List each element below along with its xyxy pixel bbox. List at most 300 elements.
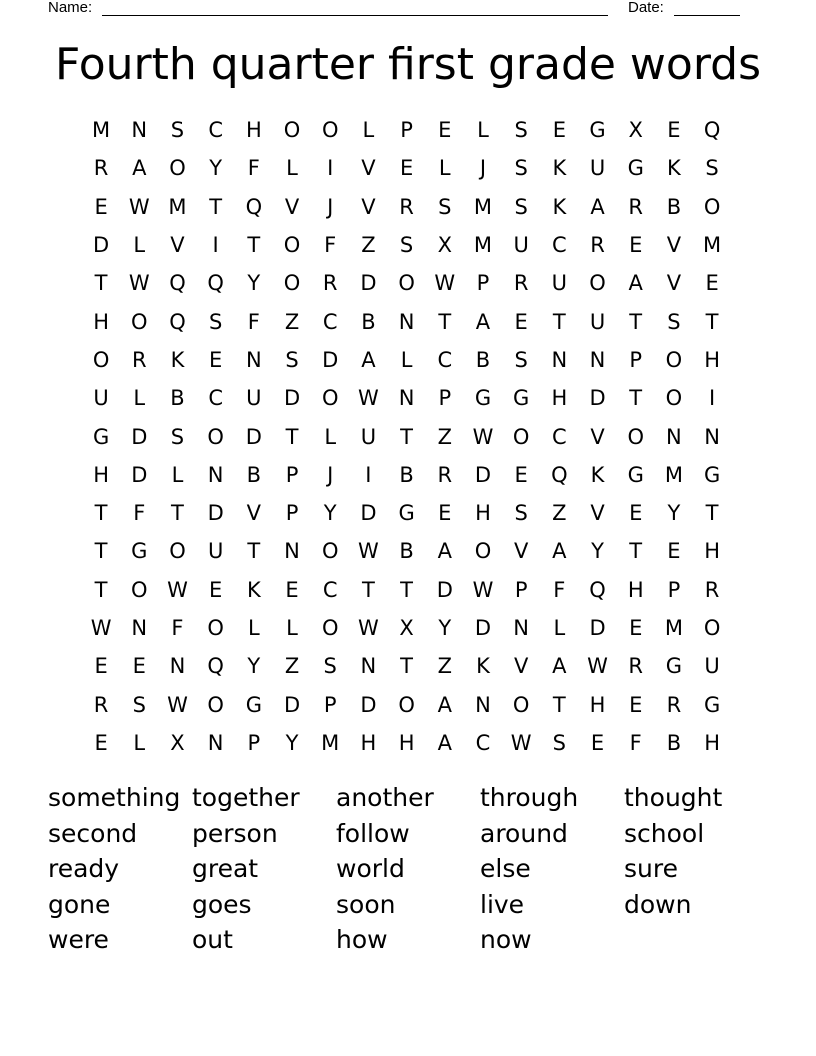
grid-letter: T	[705, 501, 719, 526]
grid-letter: F	[247, 309, 260, 334]
grid-letter: F	[171, 616, 184, 640]
grid-letter: K	[476, 654, 490, 679]
grid-letter: O	[207, 424, 224, 449]
grid-letter: P	[476, 271, 490, 296]
grid-letter: O	[131, 309, 148, 334]
grid-letter: G	[245, 692, 262, 717]
grid-letter: H	[589, 692, 606, 717]
grid-letter: G	[398, 501, 415, 526]
grid-letter: O	[589, 271, 606, 296]
grid-letter: W	[358, 539, 379, 564]
grid-letter: M	[703, 233, 722, 258]
grid-letter: T	[552, 692, 566, 717]
grid-letter: W	[587, 654, 608, 679]
grid-letter: U	[551, 271, 568, 296]
grid-letter: O	[283, 118, 301, 143]
grid-letter: Q	[169, 309, 186, 334]
grid-letter: R	[666, 692, 682, 717]
grid-letter: N	[131, 616, 148, 640]
grid-letter: N	[360, 654, 377, 679]
date-blank-line	[674, 15, 740, 16]
grid-letter: D	[283, 692, 301, 717]
grid-letter: L	[133, 730, 146, 755]
grid-letter: V	[170, 233, 185, 258]
grid-letter: T	[285, 424, 299, 449]
grid-letter: I	[327, 156, 334, 181]
grid-letter: S	[667, 309, 681, 334]
grid-letter: K	[552, 156, 567, 181]
grid-letter: S	[285, 347, 299, 372]
grid-letter: K	[590, 462, 605, 487]
grid-letter: E	[552, 118, 566, 143]
word-list-item: goes	[192, 889, 252, 919]
grid-letter: A	[437, 730, 452, 755]
grid-letter: T	[247, 233, 261, 258]
grid-letter: V	[361, 194, 376, 219]
word-list-item: were	[48, 925, 109, 955]
grid-letter: S	[705, 156, 719, 181]
date-label: Date:	[628, 0, 664, 16]
grid-letter: L	[133, 386, 146, 411]
word-list-item: down	[624, 889, 692, 919]
grid-letter: O	[92, 347, 110, 372]
grid-letter: Y	[247, 654, 261, 679]
grid-letter: R	[93, 156, 109, 181]
grid-letter: T	[705, 309, 719, 334]
grid-letter: O	[283, 233, 301, 258]
grid-letter: J	[327, 194, 334, 219]
grid-letter: I	[365, 462, 372, 487]
grid-letter: V	[513, 654, 529, 679]
grid-letter: G	[703, 462, 721, 487]
word-list-item: second	[48, 818, 138, 848]
grid-letter: B	[361, 309, 376, 334]
grid-letter: T	[94, 501, 108, 526]
grid-letter: U	[207, 539, 224, 564]
grid-letter: D	[207, 501, 224, 526]
grid-letter: O	[321, 539, 339, 564]
grid-letter: E	[94, 654, 108, 679]
grid-letter: D	[360, 692, 377, 717]
grid-letter: E	[399, 156, 414, 181]
grid-letter: G	[627, 156, 644, 181]
grid-letter: E	[438, 501, 452, 526]
grid-letter: N	[245, 347, 262, 372]
grid-letter: D	[436, 577, 453, 602]
word-list-item: ready	[48, 854, 120, 884]
grid-letter: G	[627, 462, 644, 487]
grid-letter: E	[590, 730, 605, 755]
grid-letter: W	[510, 730, 532, 755]
grid-letter: N	[398, 386, 415, 411]
grid-letter: L	[324, 424, 337, 449]
grid-letter: A	[361, 347, 376, 372]
grid-letter: T	[400, 654, 413, 679]
grid-letter: V	[246, 501, 262, 526]
grid-letter: K	[667, 156, 681, 181]
grid-letter: S	[323, 654, 337, 679]
grid-letter: D	[245, 424, 262, 449]
grid-letter: B	[475, 347, 491, 372]
grid-letter: G	[474, 386, 492, 411]
grid-letter: O	[207, 616, 224, 640]
word-list-item: soon	[336, 889, 396, 919]
grid-letter: V	[590, 501, 605, 526]
grid-letter: R	[437, 462, 453, 487]
grid-letter: D	[360, 501, 377, 526]
grid-letter: I	[708, 386, 716, 411]
grid-letter: C	[437, 347, 453, 372]
grid-letter: C	[552, 424, 567, 449]
grid-letter: Z	[437, 424, 452, 449]
grid-letter: Q	[703, 118, 721, 143]
word-list-item: else	[480, 854, 531, 884]
grid-letter: A	[552, 539, 567, 564]
grid-letter: A	[475, 309, 491, 334]
grid-letter: Z	[552, 501, 567, 526]
grid-letter: D	[283, 386, 301, 411]
grid-letter: W	[167, 692, 188, 717]
grid-letter: O	[512, 424, 530, 449]
word-list-item: out	[192, 925, 233, 955]
grid-letter: L	[171, 462, 184, 487]
grid-letter: W	[472, 424, 494, 449]
grid-letter: V	[666, 233, 682, 258]
grid-letter: A	[552, 654, 567, 679]
grid-letter: V	[513, 539, 529, 564]
grid-letter: O	[398, 692, 415, 717]
word-list-item: together	[192, 783, 300, 812]
word-list-item: school	[624, 818, 705, 848]
grid-letter: N	[551, 347, 568, 372]
grid-letter: W	[167, 577, 188, 602]
grid-letter: O	[627, 424, 644, 449]
grid-letter: E	[629, 501, 643, 526]
grid-letter: B	[666, 730, 682, 755]
grid-letter: Y	[323, 501, 337, 526]
grid-letter: S	[514, 156, 528, 181]
grid-letter: L	[286, 616, 298, 640]
grid-letter: O	[512, 692, 530, 717]
grid-letter: N	[666, 424, 682, 449]
grid-letter: U	[704, 654, 720, 679]
grid-letter: U	[589, 156, 606, 181]
grid-letter: T	[94, 539, 108, 564]
grid-letter: E	[285, 577, 299, 602]
grid-letter: R	[628, 194, 644, 219]
grid-letter: M	[168, 194, 187, 219]
grid-letter: A	[437, 692, 452, 717]
grid-letter: F	[553, 577, 566, 602]
grid-letter: O	[321, 616, 339, 640]
grid-letter: C	[208, 118, 223, 143]
header	[48, 0, 740, 18]
grid-letter: K	[246, 577, 261, 602]
grid-letter: O	[283, 271, 301, 296]
grid-letter: D	[589, 616, 606, 640]
grid-letter: W	[90, 616, 112, 640]
grid-letter: O	[169, 156, 186, 181]
grid-letter: O	[321, 386, 339, 411]
grid-letter: S	[514, 501, 528, 526]
grid-letter: R	[399, 194, 414, 219]
grid-letter: W	[434, 271, 456, 296]
word-list-item: follow	[336, 818, 410, 848]
page-title: Fourth quarter first grade words	[54, 39, 762, 90]
letter-grid	[82, 111, 732, 762]
grid-letter: B	[399, 539, 414, 564]
grid-letter: K	[552, 194, 567, 219]
grid-letter: T	[171, 501, 184, 526]
grid-letter: R	[93, 692, 109, 717]
grid-letter: C	[475, 730, 491, 755]
word-list	[48, 781, 768, 959]
grid-letter: A	[628, 271, 643, 296]
grid-letter: E	[209, 577, 223, 602]
grid-letter: M	[92, 118, 111, 143]
grid-letter: G	[513, 386, 530, 411]
grid-letter: N	[169, 654, 186, 679]
grid-letter: P	[285, 501, 299, 526]
grid-letter: Y	[285, 730, 299, 755]
grid-letter: T	[361, 577, 375, 602]
grid-letter: X	[399, 616, 414, 640]
grid-letter: E	[667, 539, 681, 564]
grid-letter: R	[704, 577, 720, 602]
grid-letter: S	[514, 194, 528, 219]
grid-letter: N	[131, 118, 148, 143]
grid-letter: S	[514, 347, 528, 372]
grid-letter: Q	[169, 271, 186, 296]
word-list-item: live	[480, 889, 525, 919]
word-list-item: sure	[624, 854, 678, 884]
grid-letter: E	[629, 233, 643, 258]
grid-letter: E	[629, 616, 643, 640]
grid-letter: S	[208, 309, 223, 334]
grid-letter: M	[473, 233, 493, 258]
grid-letter: S	[132, 692, 146, 717]
grid-letter: W	[472, 577, 494, 602]
word-list-item: world	[336, 854, 405, 884]
grid-letter: O	[207, 692, 224, 717]
word-list-item: around	[480, 818, 568, 848]
grid-letter: W	[128, 271, 150, 296]
grid-letter: Z	[284, 309, 300, 334]
grid-letter: G	[131, 539, 148, 564]
grid-letter: A	[590, 194, 605, 219]
grid-letter: A	[437, 539, 452, 564]
word-list-item: another	[336, 783, 434, 812]
grid-letter: J	[479, 156, 487, 181]
grid-letter: T	[400, 577, 413, 602]
grid-letter: E	[667, 118, 681, 143]
grid-letter: T	[247, 539, 261, 564]
grid-letter: T	[629, 386, 643, 411]
grid-letter: L	[133, 233, 146, 258]
grid-letter: U	[360, 424, 377, 449]
grid-letter: E	[438, 118, 452, 143]
grid-letter: F	[133, 501, 146, 526]
grid-letter: K	[170, 347, 185, 372]
word-list-item: through	[480, 783, 579, 812]
word-list-item: gone	[48, 889, 111, 919]
grid-letter: E	[94, 194, 108, 219]
grid-letter: U	[93, 386, 109, 411]
grid-letter: D	[474, 462, 492, 487]
grid-letter: P	[400, 118, 413, 143]
grid-letter: Z	[437, 654, 452, 679]
grid-letter: H	[245, 118, 262, 143]
grid-letter: V	[284, 194, 300, 219]
grid-letter: H	[398, 730, 415, 755]
grid-letter: S	[514, 118, 528, 143]
grid-letter: V	[666, 271, 682, 296]
grid-letter: L	[438, 156, 451, 181]
grid-letter: B	[666, 194, 682, 219]
grid-letter: L	[286, 156, 298, 181]
grid-letter: P	[285, 462, 299, 487]
grid-letter: H	[360, 730, 377, 755]
grid-letter: C	[552, 233, 567, 258]
grid-letter: L	[362, 118, 375, 143]
grid-letter: Y	[209, 156, 223, 181]
grid-letter: R	[322, 271, 338, 296]
grid-letter: W	[358, 386, 379, 411]
grid-letter: Y	[667, 501, 681, 526]
grid-letter: S	[170, 118, 185, 143]
grid-letter: W	[358, 616, 379, 640]
grid-letter: O	[169, 539, 186, 564]
grid-letter: N	[207, 730, 224, 755]
grid-letter: Q	[551, 462, 568, 487]
grid-letter: I	[212, 233, 219, 258]
grid-letter: F	[629, 730, 642, 755]
grid-letter: O	[703, 616, 721, 640]
grid-letter: T	[94, 271, 108, 296]
grid-letter: H	[704, 539, 720, 564]
grid-letter: D	[131, 424, 148, 449]
grid-letter: P	[667, 577, 681, 602]
grid-letter: H	[475, 501, 491, 526]
word-list-item: thought	[624, 783, 723, 812]
grid-letter: O	[321, 118, 339, 143]
grid-letter: D	[589, 386, 606, 411]
grid-letter: V	[361, 156, 376, 181]
grid-letter: P	[323, 692, 337, 717]
grid-letter: B	[246, 462, 262, 487]
grid-letter: L	[477, 118, 489, 143]
grid-letter: T	[552, 309, 566, 334]
grid-letter: L	[400, 347, 413, 372]
grid-letter: Q	[245, 194, 263, 219]
grid-letter: U	[589, 309, 606, 334]
grid-letter: E	[705, 271, 719, 296]
grid-letter: D	[360, 271, 377, 296]
grid-letter: N	[513, 616, 530, 640]
grid-letter: E	[514, 462, 528, 487]
grid-letter: H	[551, 386, 568, 411]
grid-letter: H	[704, 730, 720, 755]
grid-letter: R	[513, 271, 529, 296]
grid-letter: H	[93, 462, 109, 487]
grid-letter: H	[627, 577, 644, 602]
grid-letter: S	[399, 233, 414, 258]
grid-letter: D	[474, 616, 492, 640]
grid-letter: O	[398, 271, 415, 296]
grid-letter: X	[170, 730, 185, 755]
grid-letter: R	[590, 233, 605, 258]
grid-letter: R	[628, 654, 644, 679]
grid-letter: C	[322, 577, 338, 602]
grid-letter: V	[590, 424, 605, 449]
grid-letter: O	[131, 577, 148, 602]
grid-letter: T	[400, 424, 413, 449]
word-list-item: something	[48, 783, 181, 812]
grid-letter: G	[665, 654, 683, 679]
grid-letter: O	[665, 386, 683, 411]
grid-letter: S	[170, 424, 185, 449]
grid-letter: N	[207, 462, 224, 487]
grid-letter: P	[438, 386, 452, 411]
grid-letter: G	[703, 692, 721, 717]
name-label: Name:	[48, 0, 93, 16]
grid-letter: N	[398, 309, 415, 334]
grid-letter: X	[437, 233, 452, 258]
grid-letter: P	[629, 347, 643, 372]
grid-letter: O	[474, 539, 492, 564]
grid-letter: T	[629, 539, 643, 564]
grid-letter: D	[131, 462, 148, 487]
grid-letter: P	[514, 577, 528, 602]
grid-letter: M	[473, 194, 493, 219]
grid-letter: U	[513, 233, 529, 258]
grid-letter: R	[131, 347, 147, 372]
grid-letter: F	[324, 233, 337, 258]
grid-letter: A	[132, 156, 147, 181]
grid-letter: Q	[589, 577, 606, 602]
grid-letter: M	[321, 730, 340, 755]
grid-letter: M	[664, 616, 683, 640]
grid-letter: G	[589, 118, 606, 143]
grid-letter: T	[94, 577, 108, 602]
grid-letter: Y	[591, 539, 604, 564]
grid-letter: O	[665, 347, 683, 372]
grid-letter: T	[438, 309, 452, 334]
name-blank-line	[102, 15, 608, 16]
grid-letter: N	[475, 692, 491, 717]
grid-letter: N	[589, 347, 606, 372]
grid-letter: E	[629, 692, 643, 717]
word-list-item: now	[480, 925, 532, 955]
grid-letter: C	[208, 386, 223, 411]
grid-letter: F	[247, 156, 260, 181]
grid-letter: H	[704, 347, 720, 372]
grid-letter: O	[703, 194, 721, 219]
grid-letter: L	[247, 616, 260, 640]
grid-letter: E	[132, 654, 146, 679]
grid-letter: E	[94, 730, 108, 755]
grid-letter: H	[93, 309, 109, 334]
grid-letter: Q	[207, 654, 224, 679]
grid-letter: P	[247, 730, 261, 755]
grid-letter: J	[327, 462, 334, 487]
grid-letter: Z	[361, 233, 376, 258]
word-list-item: person	[192, 818, 278, 848]
grid-letter: N	[284, 539, 300, 564]
grid-letter: Z	[284, 654, 300, 679]
grid-letter: E	[514, 309, 528, 334]
grid-letter: S	[438, 194, 452, 219]
